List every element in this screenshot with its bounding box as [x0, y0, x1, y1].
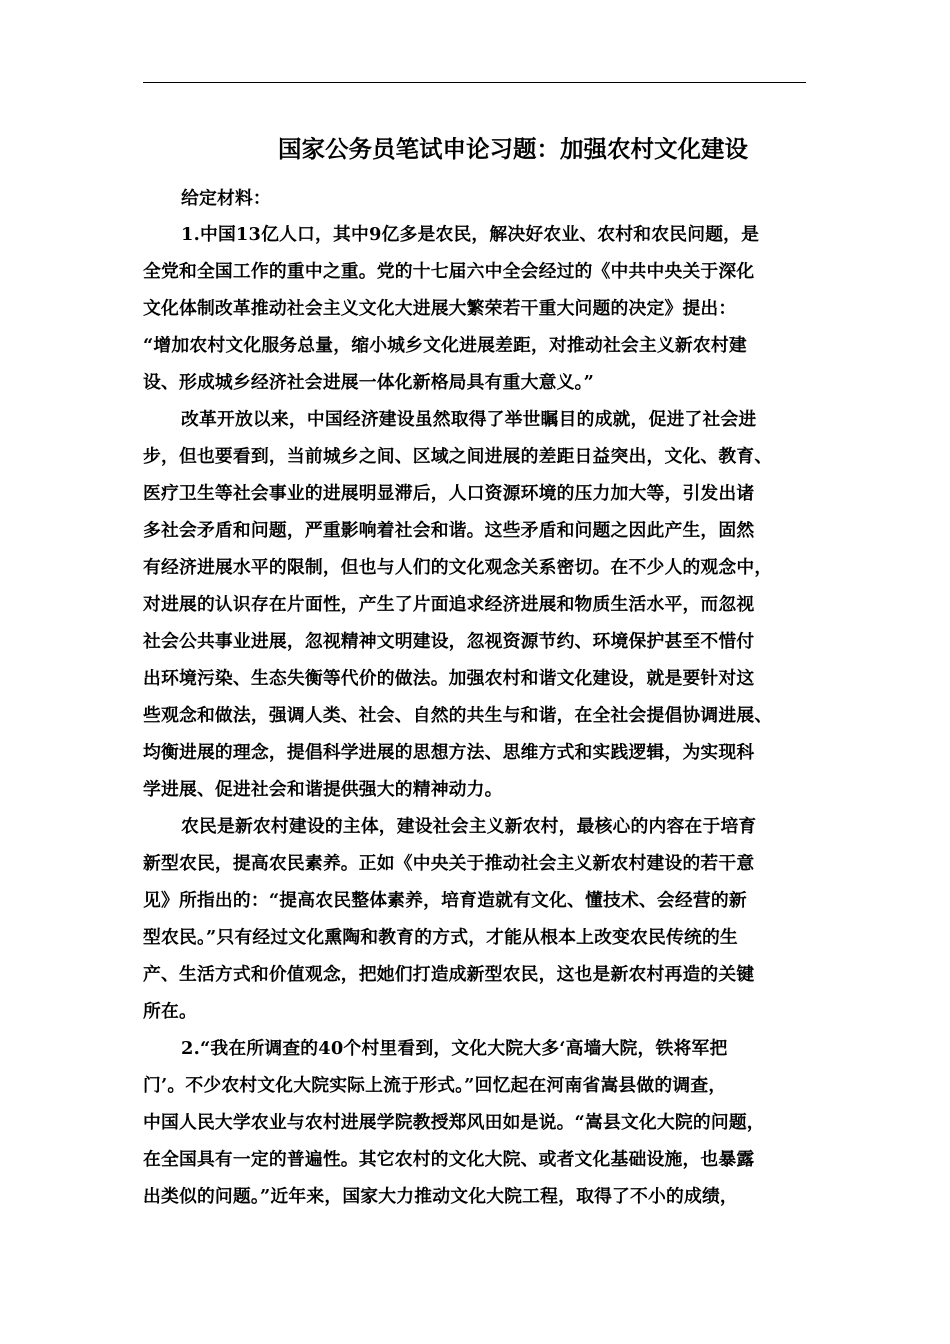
text-line: 农民是新农村建设的主体，建设社会主义新农村，最核心的内容在于培育	[181, 816, 757, 837]
header-rule	[143, 82, 806, 83]
text-line: 在全国具有一定的普遍性。其它农村的文化大院、或者文化基础设施，也暴露	[143, 1149, 755, 1170]
text-line: 型农民。”只有经过文化熏陶和教育的方式，才能从根本上改变农民传统的生	[143, 927, 738, 948]
text-line: 全党和全国工作的重中之重。党的十七届六中全会经过的《中共中央关于深化	[143, 261, 755, 282]
text-line: 学进展、促进社会和谐提供强大的精神动力。	[143, 779, 503, 800]
text-line: 2.“我在所调查的40个村里看到，文化大院大多‘高墙大院，铁将军把	[181, 1038, 728, 1059]
text-line: 1.中国13亿人口，其中9亿多是农民，解决好农业、农村和农民问题，是	[181, 224, 760, 245]
text-line: 均衡进展的理念，提倡科学进展的思想方法、思维方式和实践逻辑，为实现科	[143, 742, 755, 763]
text-line: 步，但也要看到，当前城乡之间、区域之间进展的差距日益突出，文化、教育、	[143, 446, 773, 467]
text-line: 有经济进展水平的限制，但也与人们的文化观念关系密切。在不少人的观念中，	[143, 557, 773, 578]
text-line: 门’。不少农村文化大院实际上流于形式。”回忆起在河南省嵩县做的调查，	[143, 1075, 727, 1096]
text-line: 所在。	[143, 1001, 197, 1022]
text-line: 对进展的认识存在片面性，产生了片面追求经济进展和物质生活水平，而忽视	[143, 594, 755, 615]
text-line: 出环境污染、生态失衡等代价的做法。加强农村和谐文化建设，就是要针对这	[143, 668, 755, 689]
text-line: 中国人民大学农业与农村进展学院教授郑风田如是说。“嵩县文化大院的问题，	[143, 1112, 765, 1133]
text-line: 设、形成城乡经济社会进展一体化新格局具有重大意义。”	[143, 372, 595, 393]
text-line: 文化体制改革推动社会主义文化大进展大繁荣若干重大问题的决定》提出：	[143, 298, 737, 319]
document-title: 国家公务员笔试申论习题：加强农村文化建设	[278, 135, 748, 163]
text-line: 改革开放以来，中国经济建设虽然取得了举世瞩目的成就，促进了社会进	[181, 409, 757, 430]
text-line: 多社会矛盾和问题，严重影响着社会和谐。这些矛盾和问题之因此产生，固然	[143, 520, 755, 541]
text-line: 新型农民，提高农民素养。正如《中央关于推动社会主义新农村建设的若干意	[143, 853, 755, 874]
text-line: 医疗卫生等社会事业的进展明显滞后，人口资源环境的压力加大等，引发出诸	[143, 483, 755, 504]
text-line: 给定材料：	[181, 188, 271, 209]
text-line: 产、生活方式和价值观念，把她们打造成新型农民，这也是新农村再造的关键	[143, 964, 755, 985]
text-line: 出类似的问题。”近年来，国家大力推动文化大院工程，取得了不小的成绩，	[143, 1186, 738, 1207]
text-line: 社会公共事业进展，忽视精神文明建设，忽视资源节约、环境保护甚至不惜付	[143, 631, 755, 652]
text-line: 见》所指出的：“提高农民整体素养，培育造就有文化、懂技术、会经营的新	[143, 890, 747, 911]
text-line: “增加农村文化服务总量，缩小城乡文化进展差距，对推动社会主义新农村建	[143, 335, 747, 356]
text-line: 些观念和做法，强调人类、社会、自然的共生与和谐，在全社会提倡协调进展、	[143, 705, 773, 726]
